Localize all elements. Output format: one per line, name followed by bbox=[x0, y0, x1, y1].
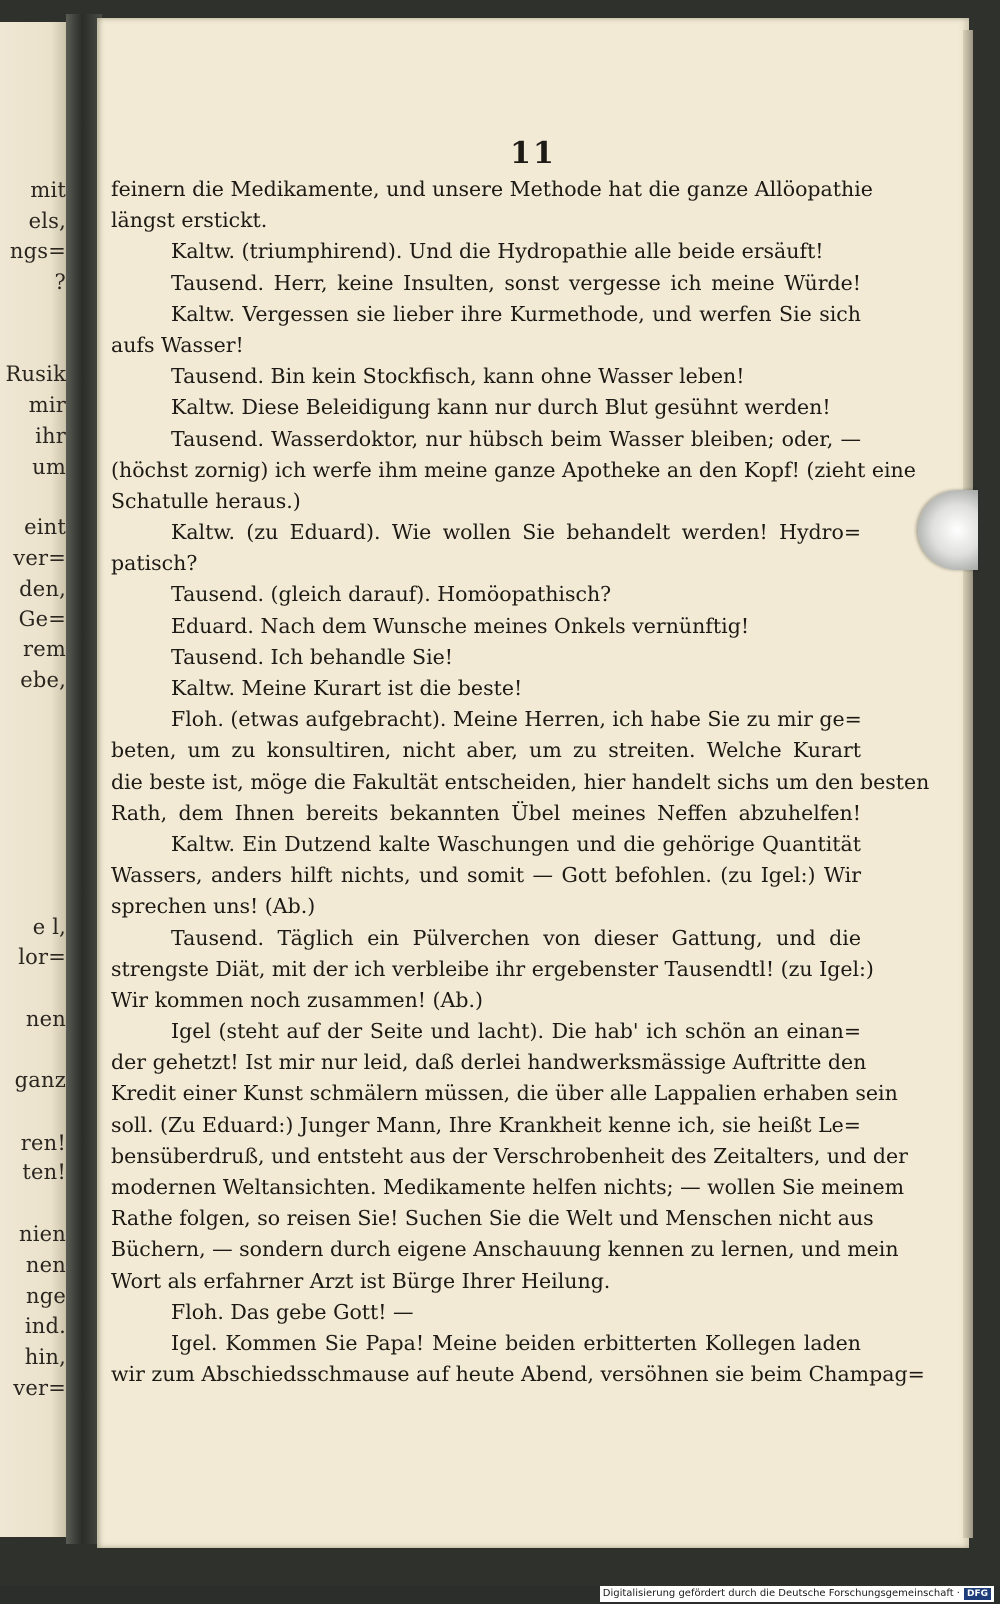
left-page-fragment: ren! bbox=[20, 1131, 66, 1155]
text-line: die beste ist, möge die Fakultät entscheiden, hier handelt sichs um den besten bbox=[111, 769, 930, 794]
left-page-fragment: eint bbox=[24, 515, 66, 539]
left-page-fragment: hin, bbox=[24, 1345, 66, 1369]
text-line: der gehetzt! Ist mir nur leid, daß derlei handwerksmässige Auftritte den bbox=[111, 1050, 867, 1075]
text-line: Eduard. Nach dem Wunsche meines Onkels vernünftig! bbox=[171, 613, 750, 638]
left-page-fragment: Rusik bbox=[5, 362, 66, 386]
page-edge bbox=[963, 30, 973, 1538]
left-page-fragment: ver= bbox=[13, 546, 66, 570]
left-page-edge bbox=[0, 22, 72, 1537]
text-line: Wir kommen noch zusammen! (Ab.) bbox=[111, 987, 483, 1012]
text-line: patisch? bbox=[111, 551, 198, 576]
left-page-fragment: e l, bbox=[32, 915, 66, 939]
text-line: Floh. Das gebe Gott! — bbox=[171, 1299, 414, 1324]
text-line: Tausend. (gleich darauf). Homöopathisch? bbox=[171, 582, 612, 607]
text-line: Kaltw. (zu Eduard). Wie wollen Sie behandelt werden! Hydro= bbox=[171, 520, 861, 545]
text-line: Rathe folgen, so reisen Sie! Suchen Sie die Welt und Menschen nicht aus bbox=[111, 1206, 874, 1231]
text-line: Wassers, anders hilft nichts, und somit — Gott befohlen. (zu Igel:) Wir bbox=[111, 863, 861, 888]
page-number: 11 bbox=[510, 136, 556, 171]
left-page-fragment: nien bbox=[19, 1222, 66, 1246]
text-line: Tausend. Herr, keine Insulten, sonst vergesse ich meine Würde! bbox=[171, 270, 861, 295]
text-line: Wort als erfahrner Arzt ist Bürge Ihrer Heilung. bbox=[111, 1268, 611, 1293]
left-page-fragment: mit bbox=[30, 178, 66, 202]
left-page-fragment: um bbox=[32, 455, 66, 479]
left-page-fragment: ihr bbox=[35, 424, 66, 448]
left-page-fragment: nge bbox=[26, 1284, 66, 1308]
text-line: wir zum Abschiedsschmause auf heute Abend, versöhnen sie beim Champag= bbox=[111, 1362, 925, 1387]
text-line: bensüberdruß, und entsteht aus der Verschrobenheit des Zeitalters, und der bbox=[111, 1143, 908, 1168]
text-line: Tausend. Wasserdoktor, nur hübsch beim Wasser bleiben; oder, — bbox=[171, 426, 861, 451]
left-page-fragment: ebe, bbox=[20, 668, 66, 692]
text-line: sprechen uns! (Ab.) bbox=[111, 894, 316, 919]
text-line: Kaltw. Vergessen sie lieber ihre Kurmethode, und werfen Sie sich bbox=[171, 301, 861, 326]
left-page-fragment: nen bbox=[25, 1007, 66, 1031]
text-line: Tausend. Bin kein Stockfisch, kann ohne Wasser leben! bbox=[171, 364, 745, 389]
text-line: aufs Wasser! bbox=[111, 332, 244, 357]
text-line: Igel (steht auf der Seite und lacht). Die hab' ich schön an einan= bbox=[171, 1019, 861, 1044]
text-line: längst erstickt. bbox=[111, 208, 268, 233]
left-page-fragment: ganz bbox=[14, 1068, 66, 1092]
footer-credit bbox=[600, 1586, 994, 1602]
text-line: soll. (Zu Eduard:) Junger Mann, Ihre Krankheit kenne ich, sie heißt Le= bbox=[111, 1112, 861, 1137]
text-line: Kredit einer Kunst schmälern müssen, die über alle Lappalien erhaben sein bbox=[111, 1081, 898, 1106]
left-page-fragment: Ge= bbox=[18, 607, 66, 631]
text-line: Büchern, — sondern durch eigene Anschauung kennen zu lernen, und mein bbox=[111, 1237, 899, 1262]
text-line: Kaltw. Ein Dutzend kalte Waschungen und die gehörige Quantität bbox=[171, 831, 861, 856]
left-page-fragment: rem bbox=[23, 637, 66, 661]
text-line: Tausend. Ich behandle Sie! bbox=[171, 644, 453, 669]
text-line: Rath, dem Ihnen bereits bekannten Übel meines Neffen abzuhelfen! bbox=[111, 800, 861, 825]
body-text bbox=[111, 174, 930, 1390]
left-page-fragment: nen bbox=[25, 1253, 66, 1277]
text-line: Kaltw. Meine Kurart ist die beste! bbox=[171, 676, 523, 700]
left-page-fragment: ten! bbox=[22, 1160, 66, 1184]
text-line: feinern die Medikamente, und unsere Methode hat die ganze Allöopathie bbox=[111, 177, 873, 201]
text-line: Floh. (etwas aufgebracht). Meine Herren, ich habe Sie zu mir ge= bbox=[171, 707, 862, 732]
left-page-fragment: lor= bbox=[18, 945, 66, 969]
text-line: Tausend. Täglich ein Pülverchen von dieser Gattung, und die bbox=[171, 925, 861, 950]
text-line: Kaltw. Diese Beleidigung kann nur durch Blut gesühnt werden! bbox=[171, 395, 831, 420]
left-page-fragment: mir bbox=[28, 393, 66, 417]
left-page-fragment: ngs= bbox=[9, 239, 66, 263]
text-line: Kaltw. (triumphirend). Und die Hydropathie alle beide ersäuft! bbox=[171, 239, 824, 264]
text-line: modernen Weltansichten. Medikamente helfen nichts; — wollen Sie meinem bbox=[111, 1175, 905, 1199]
dfg-logo: DFG bbox=[964, 1588, 991, 1600]
text-line: (höchst zornig) ich werfe ihm meine ganze Apotheke an den Kopf! (zieht eine bbox=[111, 457, 916, 482]
text-line: Igel. Kommen Sie Papa! Meine beiden erbitterten Kollegen laden bbox=[171, 1330, 861, 1355]
left-page-fragment: els, bbox=[28, 209, 66, 233]
left-page-fragment: den, bbox=[19, 577, 66, 601]
left-page-fragment: ? bbox=[54, 270, 66, 294]
text-line: Schatulle heraus.) bbox=[111, 488, 301, 513]
left-page-fragment: ver= bbox=[13, 1376, 66, 1400]
left-page-fragment: ind. bbox=[24, 1314, 66, 1338]
text-line: strengste Diät, mit der ich verbleibe ihr ergebenster Tausendtl! (zu Igel:) bbox=[111, 956, 874, 981]
text-line: beten, um zu konsultiren, nicht aber, um zu streiten. Welche Kurart bbox=[111, 738, 861, 763]
footer-text: Digitalisierung gefördert durch die Deutsche Forschungsgemeinschaft · bbox=[602, 1588, 960, 1599]
